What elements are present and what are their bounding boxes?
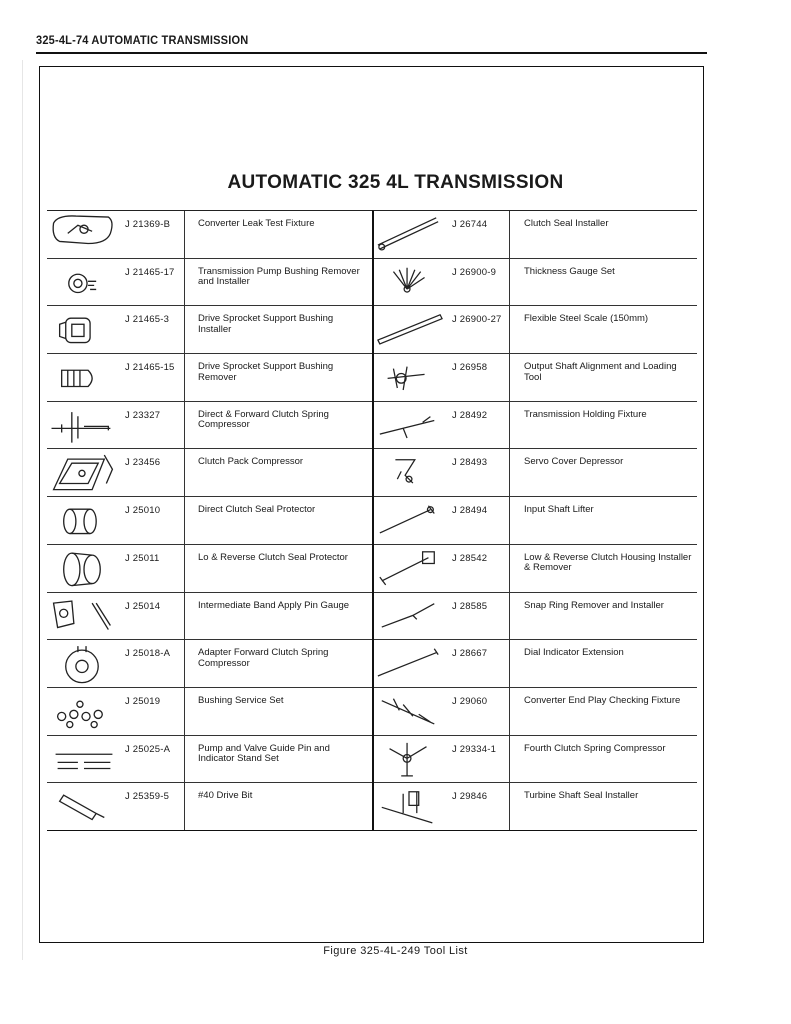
tool-number: J 26900-27 xyxy=(452,314,502,326)
tool-row xyxy=(47,306,372,354)
pump-bushing-tool-icon xyxy=(47,259,121,306)
turbine-seal-installer-icon xyxy=(374,783,444,830)
tool-number: J 21369-B xyxy=(125,219,171,230)
tool-number: J 29846 xyxy=(452,791,488,803)
column-divider xyxy=(509,497,510,544)
tool-row xyxy=(374,259,697,307)
tool-description: Direct & Forward Clutch Spring Compressor xyxy=(198,408,329,431)
tool-number: J 23456 xyxy=(125,457,161,469)
tool-row xyxy=(47,259,372,307)
tool-row xyxy=(47,211,372,259)
clutch-pack-compressor-icon xyxy=(47,449,121,496)
tool-number: J 25359-5 xyxy=(125,791,170,803)
column-divider xyxy=(184,306,185,353)
tool-description: Thickness Gauge Set xyxy=(524,265,615,277)
tool-description: Snap Ring Remover and Installer xyxy=(524,599,664,611)
tool-row xyxy=(374,306,697,354)
snap-ring-tool-icon xyxy=(374,593,444,640)
tool-description: Input Shaft Lifter xyxy=(524,504,594,516)
tool-number: J 28542 xyxy=(452,552,488,564)
column-divider xyxy=(509,593,510,640)
tool-row xyxy=(47,497,372,545)
column-divider xyxy=(509,545,510,592)
dial-extension-icon xyxy=(374,640,444,687)
tool-number: J 26900-9 xyxy=(452,266,497,278)
tool-description: Bushing Service Set xyxy=(198,694,284,706)
tool-description: Intermediate Band Apply Pin Gauge xyxy=(198,599,350,611)
tool-row xyxy=(47,783,372,831)
column-divider xyxy=(184,736,185,783)
column-divider xyxy=(509,306,510,353)
tool-row xyxy=(374,449,697,497)
tool-number: J 25014 xyxy=(125,600,161,612)
tool-row xyxy=(47,640,372,688)
scan-edge xyxy=(22,60,23,960)
bushing-installer-icon xyxy=(47,306,121,353)
shaft-alignment-tool-icon xyxy=(374,354,444,401)
tool-description: Low & Reverse Clutch Housing Installer & Remover xyxy=(524,551,692,574)
column-divider xyxy=(509,783,510,830)
tool-number: J 28585 xyxy=(452,600,488,612)
tool-row xyxy=(47,449,372,497)
tool-number: J 28667 xyxy=(452,648,488,660)
column-divider xyxy=(184,449,185,496)
tool-number: J 25019 xyxy=(125,695,161,707)
tool-number: J 28492 xyxy=(452,409,488,421)
tool-number: J 25010 xyxy=(125,505,161,517)
seal-installer-icon xyxy=(374,211,444,258)
servo-depressor-icon xyxy=(374,449,444,496)
spring-compressor-icon xyxy=(47,402,121,449)
header-rule xyxy=(36,52,707,54)
tool-number: J 21465-3 xyxy=(125,314,170,326)
housing-installer-icon xyxy=(374,545,444,592)
column-divider xyxy=(509,354,510,401)
column-divider xyxy=(184,545,185,592)
column-divider xyxy=(509,402,510,449)
tool-number: J 29060 xyxy=(452,695,488,707)
steel-scale-icon xyxy=(374,306,444,353)
tool-description: Transmission Pump Bushing Remover and Installer xyxy=(198,265,360,288)
tool-description: Adapter Forward Clutch Spring Compressor xyxy=(198,647,329,669)
column-divider xyxy=(509,211,510,258)
column-divider xyxy=(184,497,185,544)
tool-description: Direct Clutch Seal Protector xyxy=(198,504,316,516)
tool-row xyxy=(47,402,372,450)
tool-row xyxy=(374,545,697,593)
tool-row xyxy=(374,211,697,259)
tool-row xyxy=(374,402,697,450)
tool-description: #40 Drive Bit xyxy=(198,790,253,802)
tool-row xyxy=(374,640,697,688)
leak-test-fixture-icon xyxy=(47,211,121,258)
column-divider xyxy=(184,593,185,640)
tool-description: Drive Sprocket Support Bushing Installer xyxy=(198,313,334,335)
column-divider xyxy=(509,640,510,687)
tool-description: Output Shaft Alignment and Loading Tool xyxy=(524,361,677,383)
tool-row xyxy=(47,593,372,641)
tool-description: Clutch Pack Compressor xyxy=(198,456,304,468)
guide-pin-set-icon xyxy=(47,736,121,783)
tool-description: Turbine Shaft Seal Installer xyxy=(524,790,639,802)
column-divider xyxy=(509,449,510,496)
tool-description: Lo & Reverse Clutch Seal Protector xyxy=(198,551,348,563)
tool-row xyxy=(47,354,372,402)
column-divider xyxy=(509,736,510,783)
column-divider xyxy=(184,783,185,830)
tool-row xyxy=(374,688,697,736)
column-divider xyxy=(184,259,185,306)
column-divider xyxy=(509,688,510,735)
figure-title: AUTOMATIC 325 4L TRANSMISSION xyxy=(227,172,564,193)
tool-row xyxy=(374,354,697,402)
column-divider xyxy=(184,688,185,735)
column-divider xyxy=(184,211,185,258)
shaft-lifter-icon xyxy=(374,497,444,544)
tool-row xyxy=(374,783,697,831)
column-divider xyxy=(184,640,185,687)
figure-caption: Figure 325-4L-249 Tool List xyxy=(323,945,468,957)
tool-number: J 21465-15 xyxy=(125,362,175,374)
tool-number: J 25011 xyxy=(125,552,160,564)
tool-number: J 23327 xyxy=(125,409,161,421)
tool-number: J 29334-1 xyxy=(452,743,497,755)
end-play-fixture-icon xyxy=(374,688,444,735)
tool-number: J 26958 xyxy=(452,362,488,374)
tool-number: J 28493 xyxy=(452,457,488,469)
tool-description: Pump and Valve Guide Pin and Indicator Stand Set xyxy=(198,742,330,765)
tool-description: Fourth Clutch Spring Compressor xyxy=(524,742,666,754)
drive-bit-icon xyxy=(47,783,121,830)
tool-number: J 28494 xyxy=(452,505,488,517)
holding-fixture-icon xyxy=(374,402,444,449)
tool-description: Transmission Holding Fixture xyxy=(524,408,647,420)
bushing-remover-icon xyxy=(47,354,121,401)
tool-description: Converter End Play Checking Fixture xyxy=(524,694,681,706)
bushing-set-icon xyxy=(47,688,121,735)
tool-row xyxy=(47,736,372,784)
tool-number: J 25018-A xyxy=(125,648,171,660)
column-divider xyxy=(509,259,510,306)
tool-number: J 25025-A xyxy=(125,743,171,755)
tool-row xyxy=(374,736,697,784)
tool-description: Flexible Steel Scale (150mm) xyxy=(524,313,649,325)
adapter-compressor-icon xyxy=(47,640,121,687)
thickness-gauge-icon xyxy=(374,259,444,306)
tool-table-left xyxy=(47,210,372,831)
tool-row xyxy=(374,593,697,641)
fourth-clutch-compressor-icon xyxy=(374,736,444,783)
tool-description: Clutch Seal Installer xyxy=(524,218,609,229)
tool-description: Drive Sprocket Support Bushing Remover xyxy=(198,361,334,383)
tool-number: J 26744 xyxy=(452,219,488,230)
tool-table-right xyxy=(372,210,697,831)
tool-row xyxy=(374,497,697,545)
tool-description: Servo Cover Depressor xyxy=(524,456,624,468)
column-divider xyxy=(184,354,185,401)
tool-number: J 21465-17 xyxy=(125,266,175,278)
pin-gauge-icon xyxy=(47,593,121,640)
page-header: 325-4L-74 AUTOMATIC TRANSMISSION xyxy=(36,33,249,47)
tool-description: Converter Leak Test Fixture xyxy=(198,218,315,229)
column-divider xyxy=(184,402,185,449)
seal-protector-large-icon xyxy=(47,545,121,592)
tool-description: Dial Indicator Extension xyxy=(524,647,624,659)
tool-row xyxy=(47,545,372,593)
seal-protector-icon xyxy=(47,497,121,544)
tool-row xyxy=(47,688,372,736)
